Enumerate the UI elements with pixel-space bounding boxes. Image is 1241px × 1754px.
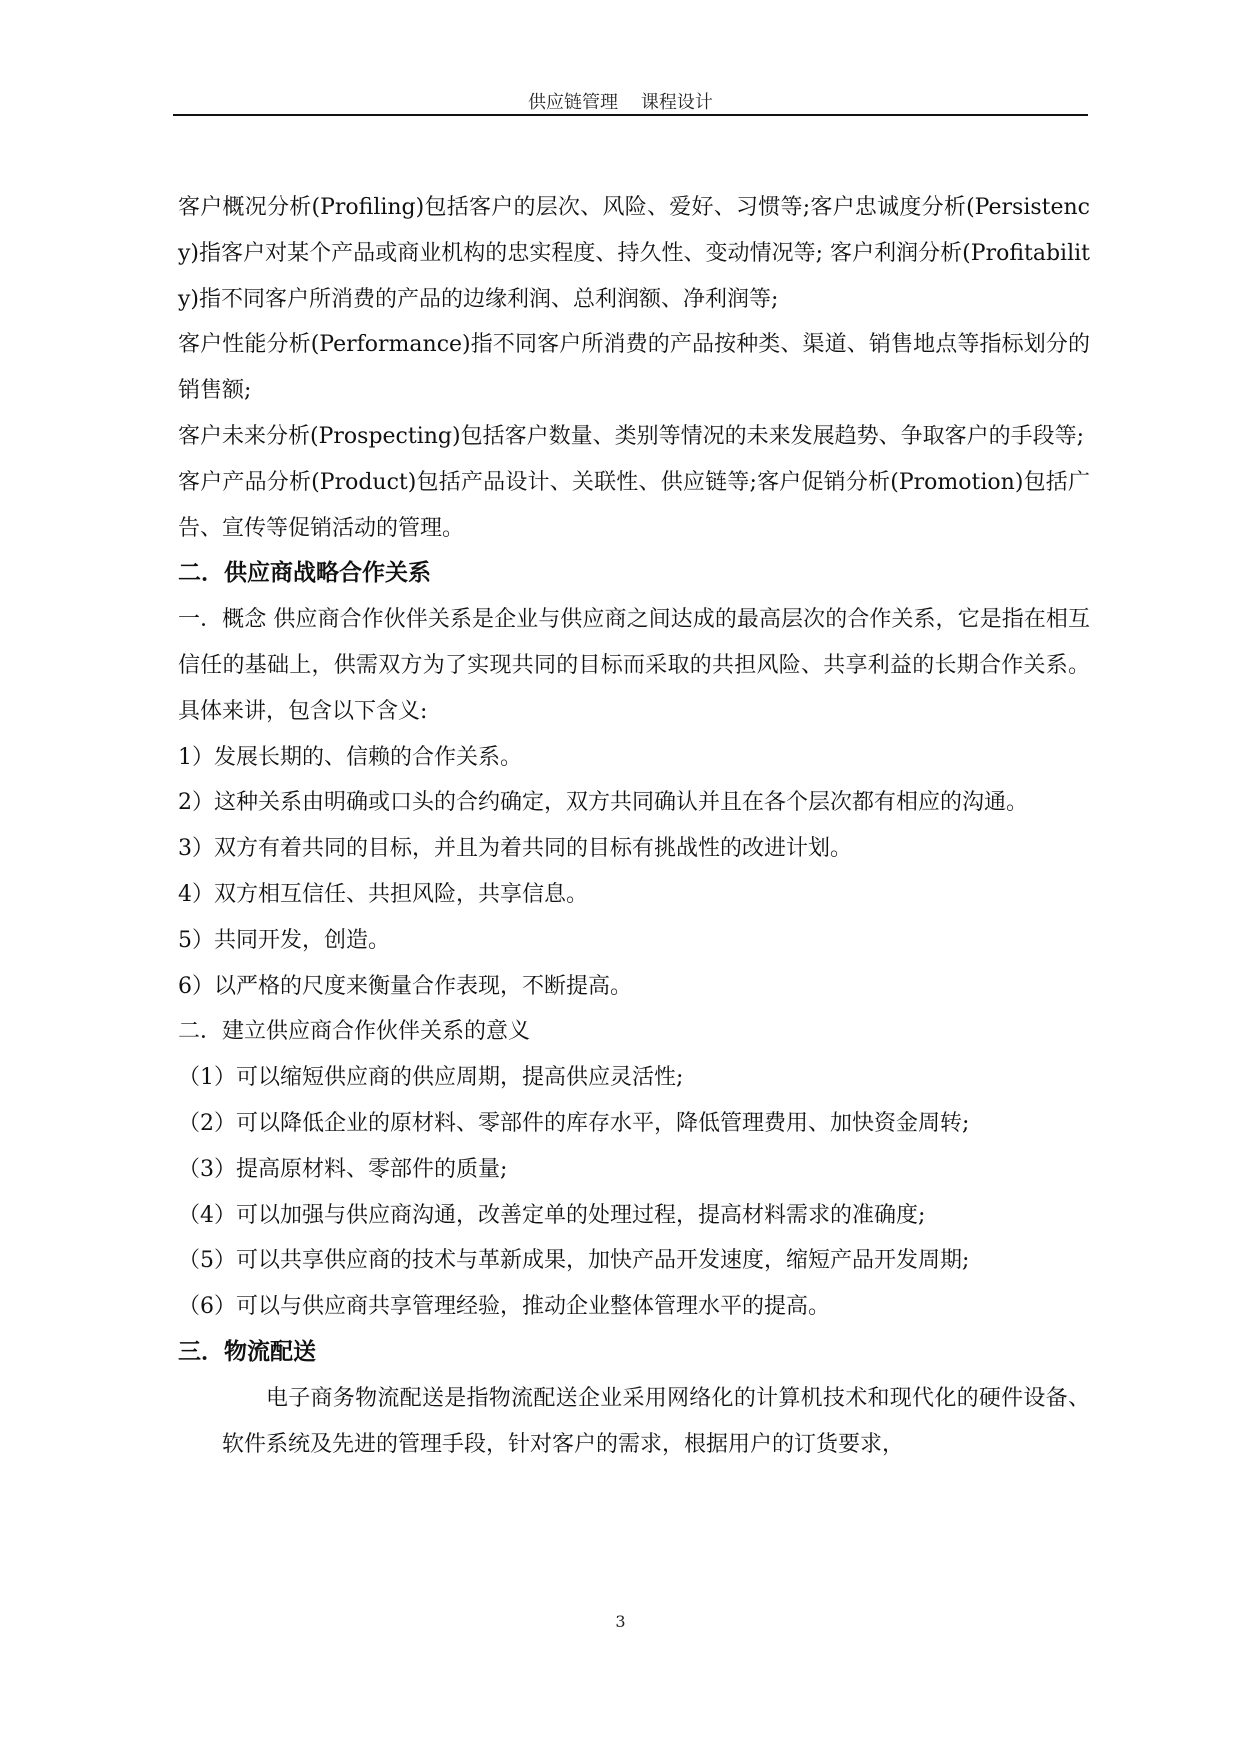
paragraph-customer-prospecting: 客户未来分析(Prospecting)包括客户数量、类别等情况的未来发展趋势、争取客户的手段等;	[178, 423, 1084, 449]
subheading-significance: 二．建立供应商合作伙伴关系的意义	[178, 1019, 531, 1045]
significance-item: （5）可以共享供应商的技术与革新成果，加快产品开发速度，缩短产品开发周期;	[178, 1248, 970, 1274]
section-heading-supplier-partnership: 二．供应商战略合作关系	[178, 560, 431, 587]
paragraph-supplier-concept: 一．概念 供应商合作伙伴关系是企业与供应商之间达成的最高层次的合作关系，它是指在相互信任的基础上，供需双方为了实现共同的目标而采取的共担风险、共享利益的长期合作关系。具体来讲，包含以下含义:	[178, 607, 1090, 724]
page-content	[178, 185, 1090, 1467]
page-header: 供应链管理 课程设计	[528, 92, 713, 113]
partnership-item: 4）双方相互信任、共担风险，共享信息。	[178, 881, 588, 907]
paragraph-customer-performance: 客户性能分析(Performance)指不同客户所消费的产品按种类、渠道、销售地点等指标划分的销售额;	[178, 332, 1090, 404]
significance-item: （6）可以与供应商共享管理经验，推动企业整体管理水平的提高。	[178, 1294, 830, 1320]
partnership-item: 1）发展长期的、信赖的合作关系。	[178, 744, 522, 770]
significance-item: （3）提高原材料、零部件的质量;	[178, 1156, 508, 1182]
significance-item: （2）可以降低企业的原材料、零部件的库存水平，降低管理费用、加快资金周转;	[178, 1110, 970, 1136]
significance-item: （4）可以加强与供应商沟通，改善定单的处理过程，提高材料需求的准确度;	[178, 1202, 926, 1228]
paragraph-logistics: 电子商务物流配送是指物流配送企业采用网络化的计算机技术和现代化的硬件设备、软件系统及先进的管理手段，针对客户的需求，根据用户的订货要求，	[222, 1385, 1090, 1457]
paragraph-customer-product: 客户产品分析(Product)包括产品设计、关联性、供应链等;客户促销分析(Promotion)包括广告、宣传等促销活动的管理。	[178, 469, 1090, 541]
partnership-item: 3）双方有着共同的目标，并且为着共同的目标有挑战性的改进计划。	[178, 836, 852, 862]
paragraph-customer-profile: 客户概况分析(Profiling)包括客户的层次、风险、爱好、习惯等;客户忠诚度分析(Persistency)指客户对某个产品或商业机构的忠实程度、持久性、变动情况等; 客户利润分析(Profitability)指不同客户所消费的产品的边缘利润、总利润额、净利润等;	[178, 195, 1090, 312]
page-number: 3	[615, 1612, 626, 1631]
partnership-item: 5）共同开发，创造。	[178, 927, 390, 953]
partnership-item: 6）以严格的尺度来衡量合作表现，不断提高。	[178, 973, 632, 999]
header-rule	[173, 114, 1088, 116]
significance-item: （1）可以缩短供应商的供应周期，提高供应灵活性;	[178, 1065, 684, 1091]
section-heading-logistics: 三．物流配送	[178, 1338, 316, 1365]
partnership-item: 2）这种关系由明确或口头的合约确定，双方共同确认并且在各个层次都有相应的沟通。	[178, 790, 1028, 816]
